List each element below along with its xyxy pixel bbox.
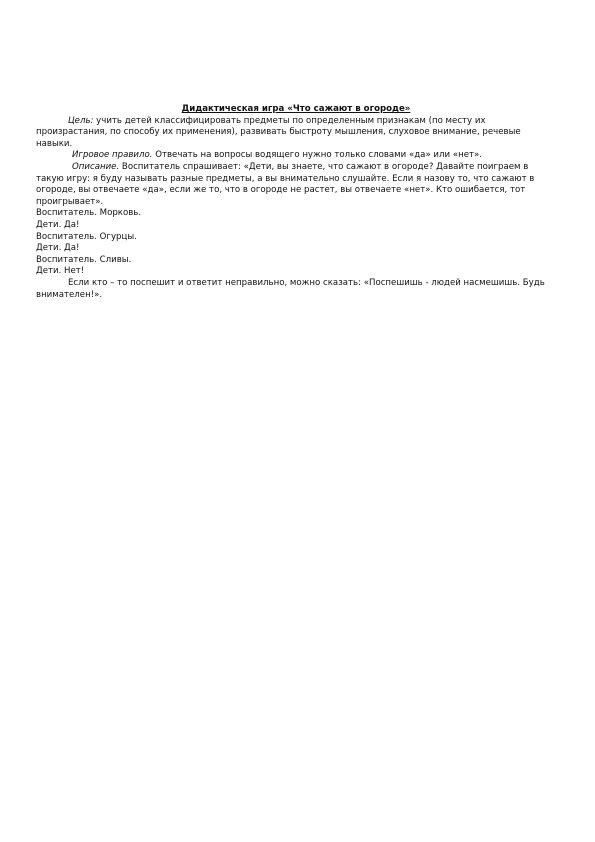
- rule-label: Игровое правило.: [72, 150, 153, 161]
- rule-paragraph: [36, 150, 556, 162]
- closing-paragraph: Если кто – то поспешит и ответит неправильно, можно сказать: «Поспешишь - людей насмешишь. Будь внимателен!».: [36, 277, 545, 300]
- rule-text: Отвечать на вопросы водящего нужно только словами «да» или «нет».: [152, 150, 482, 161]
- document-title: Дидактическая игра «Что сажают в огороде»: [181, 104, 411, 114]
- goal-text: учить детей классифицировать предметы по определенным признакам (по месту их произрастания, по способу их применения), развивать быстроту мышления, слуховое внимание, речевые навыки.: [36, 115, 521, 149]
- document-body: [36, 104, 556, 301]
- dialogue-line: Дети. Нет!: [36, 266, 85, 277]
- description-label: Описание.: [72, 161, 120, 172]
- description-text: Воспитатель спрашивает: «Дети, вы знаете, что сажают в огороде? Давайте поиграем в такую игру: я буду называть разные предметы, а вы внимательно слушайте. Если я назову то, что сажают в огороде, вы отвечаете «да», если же то, что в огороде не растет, вы отвечаете «нет». Кто ошибается, тот проигрывает».: [36, 161, 535, 207]
- dialogue-line: Воспитатель. Сливы.: [36, 254, 132, 265]
- dialogue-line: Воспитатель. Морковь.: [36, 208, 142, 219]
- dialogue-line: Дети. Да!: [36, 243, 80, 254]
- goal-label: Цель:: [68, 115, 94, 126]
- goal-paragraph: [36, 116, 556, 151]
- description-paragraph: [36, 162, 556, 208]
- dialogue-line: Дети. Да!: [36, 219, 80, 230]
- dialogue-line: Воспитатель. Огурцы.: [36, 231, 137, 242]
